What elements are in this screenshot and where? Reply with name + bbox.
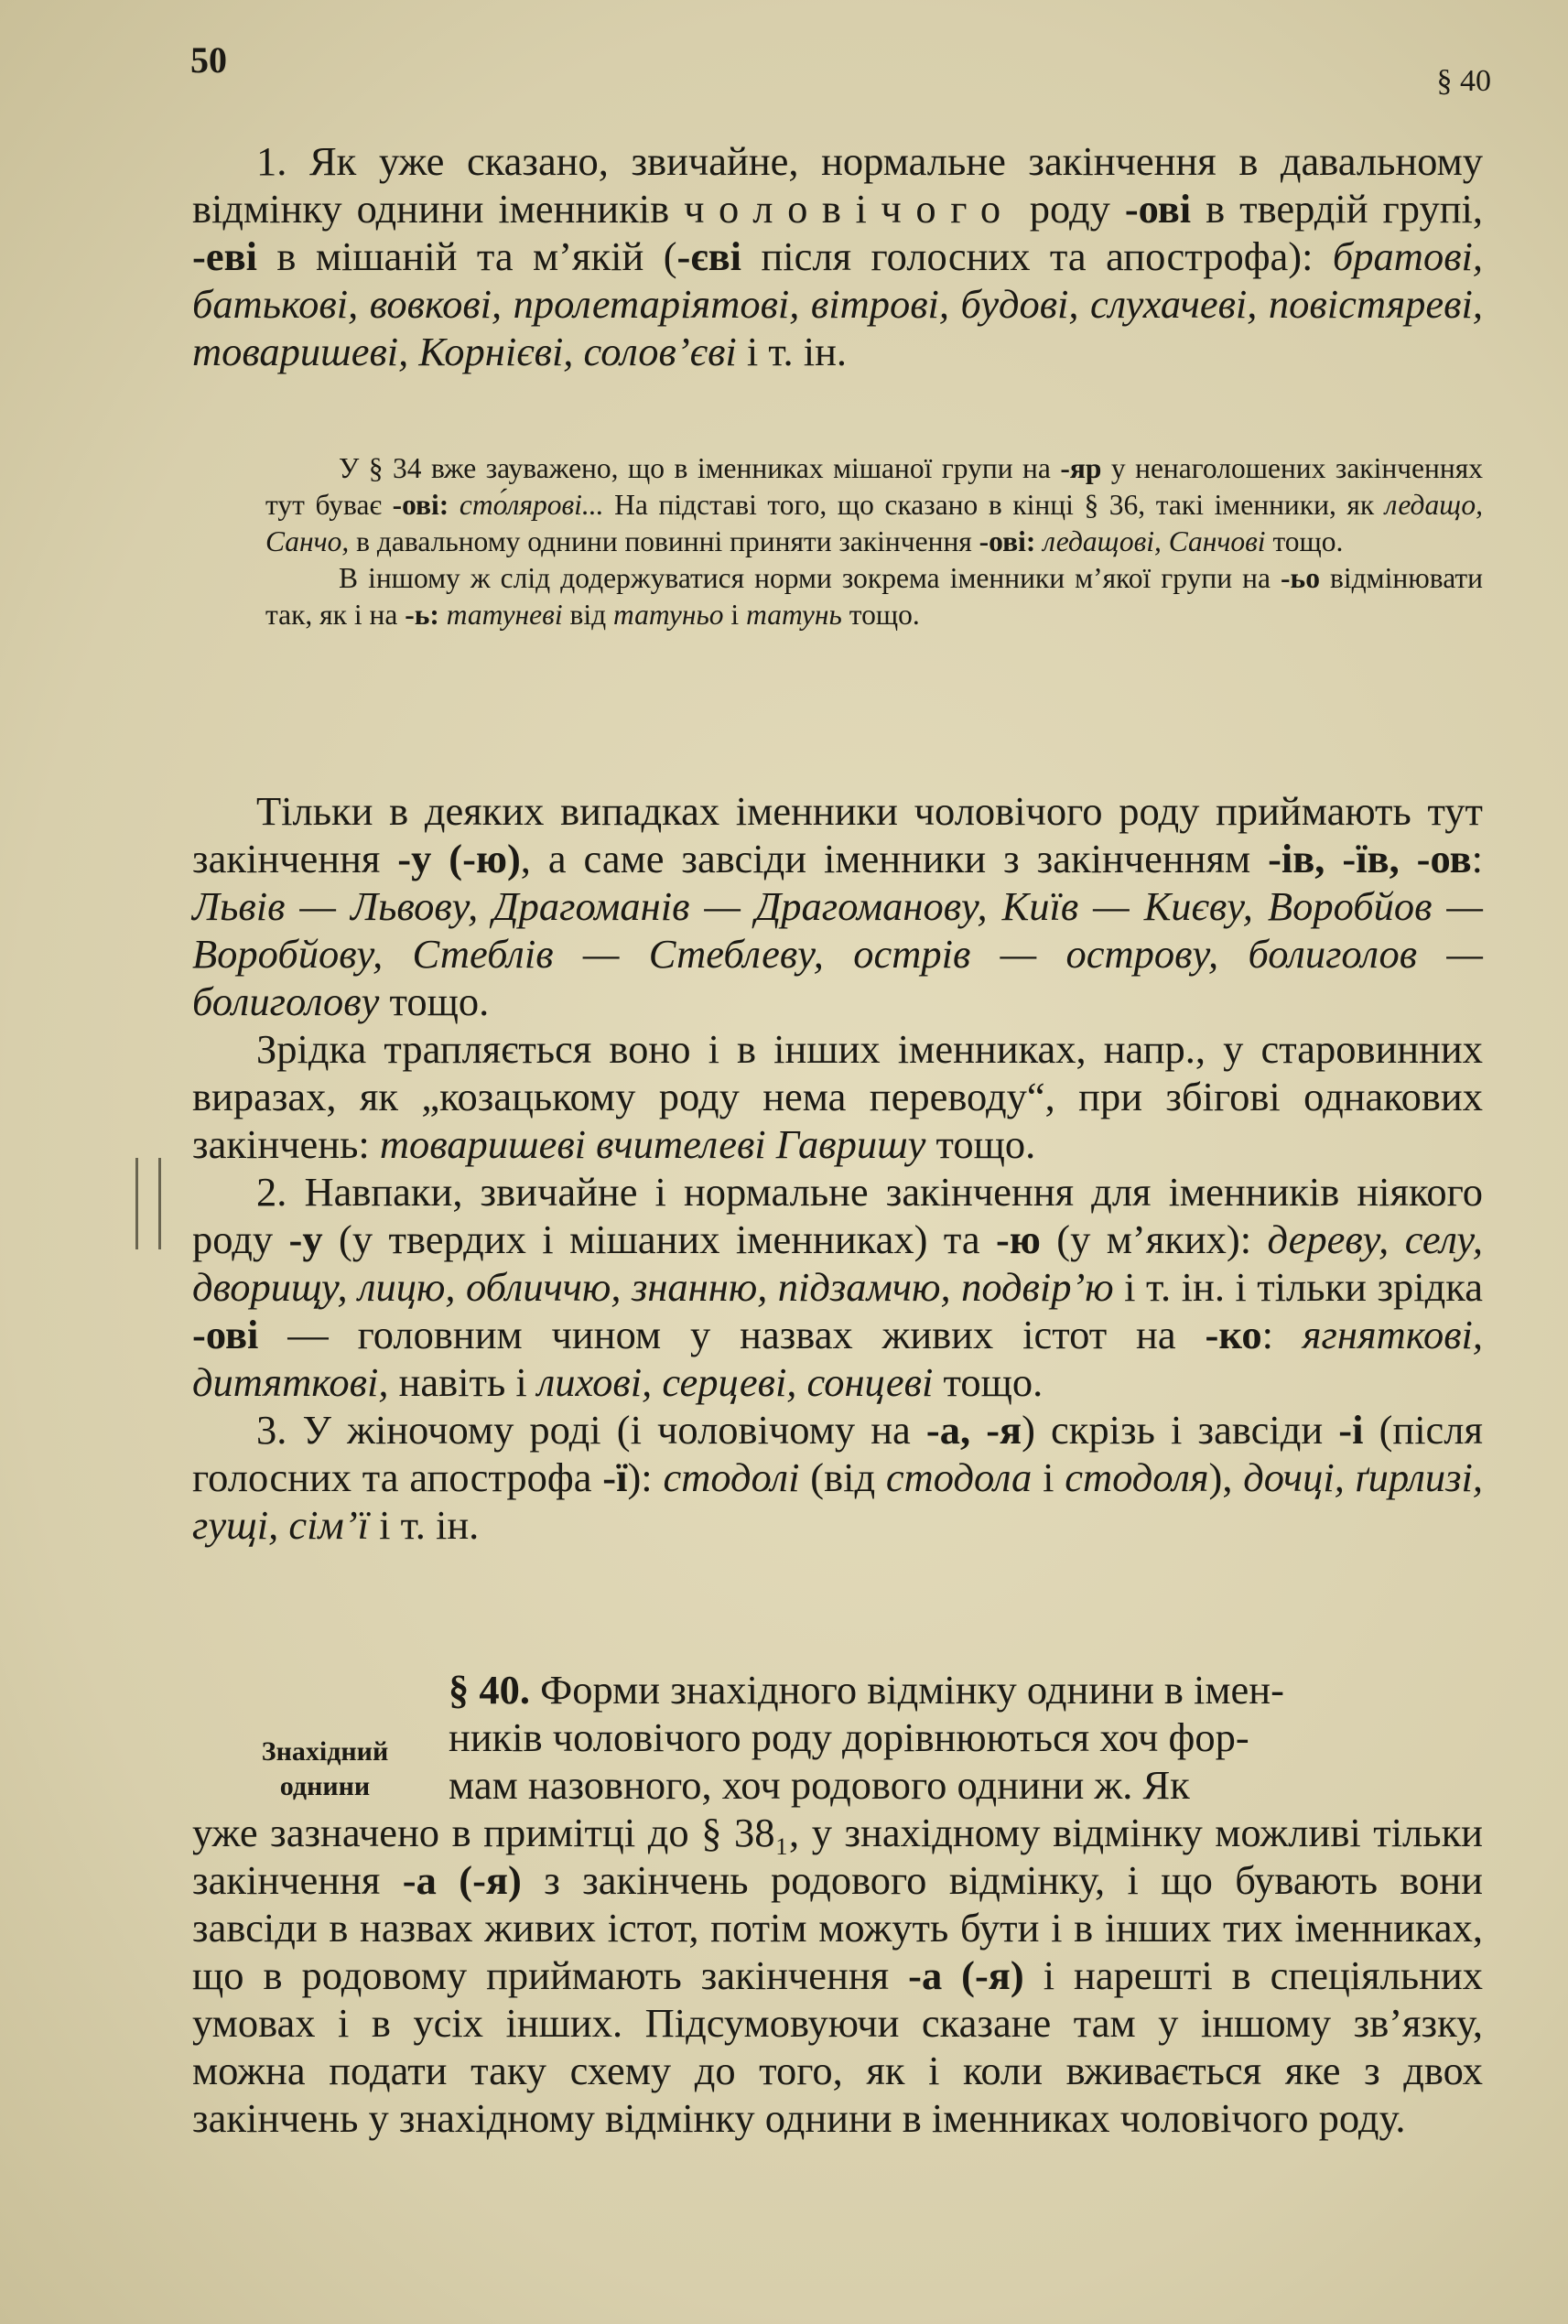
note2-run: [439, 599, 447, 631]
para1-run: -еві: [192, 233, 257, 279]
para6_rest-run: і нарешті в спеціяльних умовах і в усіх інших. Підсумовуючи сказане там у іншому зв’язку, можна подати таку схему до того, як і коли вживається яке з двох закінчень у знахідному відмінку однини в іменниках чоловічого роду.: [192, 1952, 1483, 2141]
para5-run: (від: [799, 1454, 886, 1500]
note1-run: сто́лярові...: [459, 489, 604, 521]
paragraph-3: [192, 1025, 1483, 1168]
note1-run: у ненаголошених закінченнях тут буває: [265, 452, 1483, 521]
para2-run: тощо.: [379, 978, 490, 1024]
note1-run: ледащо, Санчо,: [265, 489, 1483, 557]
para5-run: (після голосних та апострофа: [192, 1407, 1483, 1500]
para1-run: після голосних та апострофа):: [741, 233, 1333, 279]
para4-run: (у м’яких):: [1040, 1216, 1268, 1262]
section-40-rest: [192, 1810, 1483, 2141]
para4-run: -ові: [192, 1312, 259, 1357]
page-number: 50: [190, 39, 227, 81]
para2-run: -ів, -їв, -ов: [1268, 836, 1472, 881]
note2-run: -ь:: [405, 599, 439, 631]
note2-run: татуневі: [446, 599, 563, 631]
note1-run: У § 34 вже зауважено, що в іменниках мішаної групи на: [339, 452, 1061, 484]
note1-run: [449, 489, 460, 521]
para3-run: товаришеві вчителеві Гавришу: [379, 1121, 926, 1167]
note2-run: татунь: [746, 599, 842, 631]
footnote-block: [265, 450, 1483, 633]
section-40-line-3: [449, 1761, 1483, 1809]
para5-run: ):: [627, 1454, 664, 1500]
para2-run: :: [1471, 836, 1484, 881]
note2-run: татуньо: [613, 599, 724, 631]
note1-run: ледащові, Санчові: [1043, 525, 1266, 557]
para6_rest-run: -а (-я): [402, 1857, 522, 1903]
note1-run: -ові:: [979, 525, 1036, 557]
para6_lead-run: § 40.: [449, 1667, 530, 1713]
para6_rest-run: уже зазначено в примітці до § 38₁, у знахідному відмінку можливі тільки закінчення: [192, 1810, 1483, 1903]
para6_rest-run: -а (-я): [908, 1952, 1024, 1998]
para2-run: Тільки в деяких випадках іменники чоловічого роду приймають тут закінчення: [192, 788, 1483, 881]
para5-run: -а, -я: [925, 1407, 1022, 1453]
para4-run: і т. ін. і тільки зрідка: [1113, 1264, 1483, 1310]
para4-run: ягняткові, дитяткові,: [192, 1312, 1483, 1405]
para6_rest-run: з закінчень родового відмінку, і що бувають вони завсіди в назвах живих істот, потім можуть бути і в інших тих іменниках, що в родовому приймають закінчення: [192, 1857, 1483, 1998]
paragraph-4: [192, 1168, 1483, 1406]
para5-run: стодолі: [663, 1454, 800, 1500]
section-40-paragraph: [192, 1666, 1483, 2142]
paragraph-2: [192, 787, 1483, 1025]
para1-run: -ові: [1124, 186, 1192, 232]
para5-run: дочці, ґирлизі, гущі, сім’ї: [192, 1454, 1483, 1548]
para3-run: Зрідка трапляється воно і в інших іменниках, напр., у старовинних виразах, як „козацькому роду нема переводу“, при збігові однакових закінчень:: [192, 1026, 1483, 1167]
para1-run: -єві: [676, 233, 741, 279]
note1-run: в давальному однини повинні приняти закінчення: [349, 525, 979, 557]
note-paragraph-1: [265, 450, 1483, 560]
paragraph-5: [192, 1406, 1483, 1549]
para1-run: братові, батькові, вовкові, пролетаріятові, вітрові, будові, слухачеві, повістяреві, товаришеві, Корнієві, солов’єві: [192, 233, 1483, 374]
note1-run: -яр: [1060, 452, 1102, 484]
note-paragraph-2: [265, 560, 1483, 633]
para4-run: -ю: [996, 1216, 1041, 1262]
side-heading-line-2: однини: [279, 1771, 371, 1801]
para5-run: ),: [1208, 1454, 1244, 1500]
para4-run: лихові, серцеві, сонцеві: [536, 1359, 934, 1405]
para4-run: 2. Навпаки, звичайне і нормальне закінчення для іменників ніякого роду: [192, 1169, 1483, 1262]
para1-run: чоловічого: [684, 186, 1015, 232]
text-block-2: [192, 787, 1483, 1549]
para4-run: тощо.: [933, 1359, 1044, 1405]
para4-run: -у: [288, 1216, 323, 1262]
para5-run: і: [1032, 1454, 1065, 1500]
para5-run: -ї: [602, 1454, 628, 1500]
para6_l3-run: мам назовного, хоч родового однини ж. Як: [449, 1762, 1190, 1808]
para5-run: стодола: [885, 1454, 1033, 1500]
para4-run: :: [1261, 1312, 1303, 1357]
para4-run: (у твердих і мішаних іменниках) та: [322, 1216, 997, 1262]
note2-run: відмінювати так, як і на: [265, 562, 1483, 631]
para3-run: тощо.: [925, 1121, 1036, 1167]
para6_l2-run: ників чоловічого роду дорівнюються хоч фор-: [449, 1714, 1249, 1760]
para1-run: 1. Як уже сказано, звичайне, нормальне закінчення в давальному відмінку однини іменників: [192, 138, 1483, 232]
para5-run: ) скрізь і завсіди: [1022, 1407, 1339, 1453]
para4-run: — головним чином у назвах живих істот на: [258, 1312, 1206, 1357]
paragraph-1: [192, 137, 1483, 375]
para2-run: , а саме завсіди іменники з закінченням: [520, 836, 1269, 881]
para5-run: і т. ін.: [369, 1502, 480, 1548]
note2-run: тощо.: [841, 599, 920, 631]
para4-run: навіть і: [388, 1359, 537, 1405]
para4-run: -ко: [1205, 1312, 1262, 1357]
para6_lead-run: Форми знахідного відмінку однини в імен-: [530, 1667, 1284, 1713]
para1-run: роду: [1014, 186, 1125, 232]
para2-run: Львів — Львову, Драгоманів — Драгоманову, Київ — Києву, Воробйов — Воробйову, Стеблів — Стеблеву, острів — острову, болиголов — болиголову: [192, 883, 1483, 1024]
para5-run: 3. У жіночому роді (і чоловічому на: [256, 1407, 926, 1453]
side-heading-line-1: Знахідний: [261, 1736, 389, 1767]
text-block-3: [192, 1666, 1483, 2142]
note2-run: і: [723, 599, 747, 631]
para1-run: і т. ін.: [736, 329, 848, 374]
note1-run: тощо.: [1265, 525, 1344, 557]
para2-run: -у (-ю): [397, 836, 521, 881]
para1-run: в мішаній та м’якій (: [256, 233, 677, 279]
para5-run: стодоля: [1065, 1454, 1209, 1500]
para4-run: дереву, селу, дворищу, лицю, обличчю, знанню, підзамчю, подвір’ю: [192, 1216, 1484, 1310]
note2-run: В іншому ж слід додержуватися норми зокрема іменники м’якої групи на: [339, 562, 1281, 594]
section-40-line-1: [449, 1666, 1483, 1713]
note1-run: На підставі того, що сказано в кінці § 36, такі іменники, як: [603, 489, 1385, 521]
note1-run: -ові:: [392, 489, 449, 521]
note2-run: від: [562, 599, 613, 631]
para5-run: -і: [1338, 1407, 1364, 1453]
section-40-line-2: [449, 1713, 1483, 1761]
text-block-1: [192, 137, 1483, 375]
para1-run: в твердій групі,: [1191, 186, 1483, 232]
section-reference: § 40: [1436, 64, 1491, 98]
margin-pencil-mark: [135, 1158, 161, 1249]
note2-run: -ьо: [1281, 562, 1320, 594]
